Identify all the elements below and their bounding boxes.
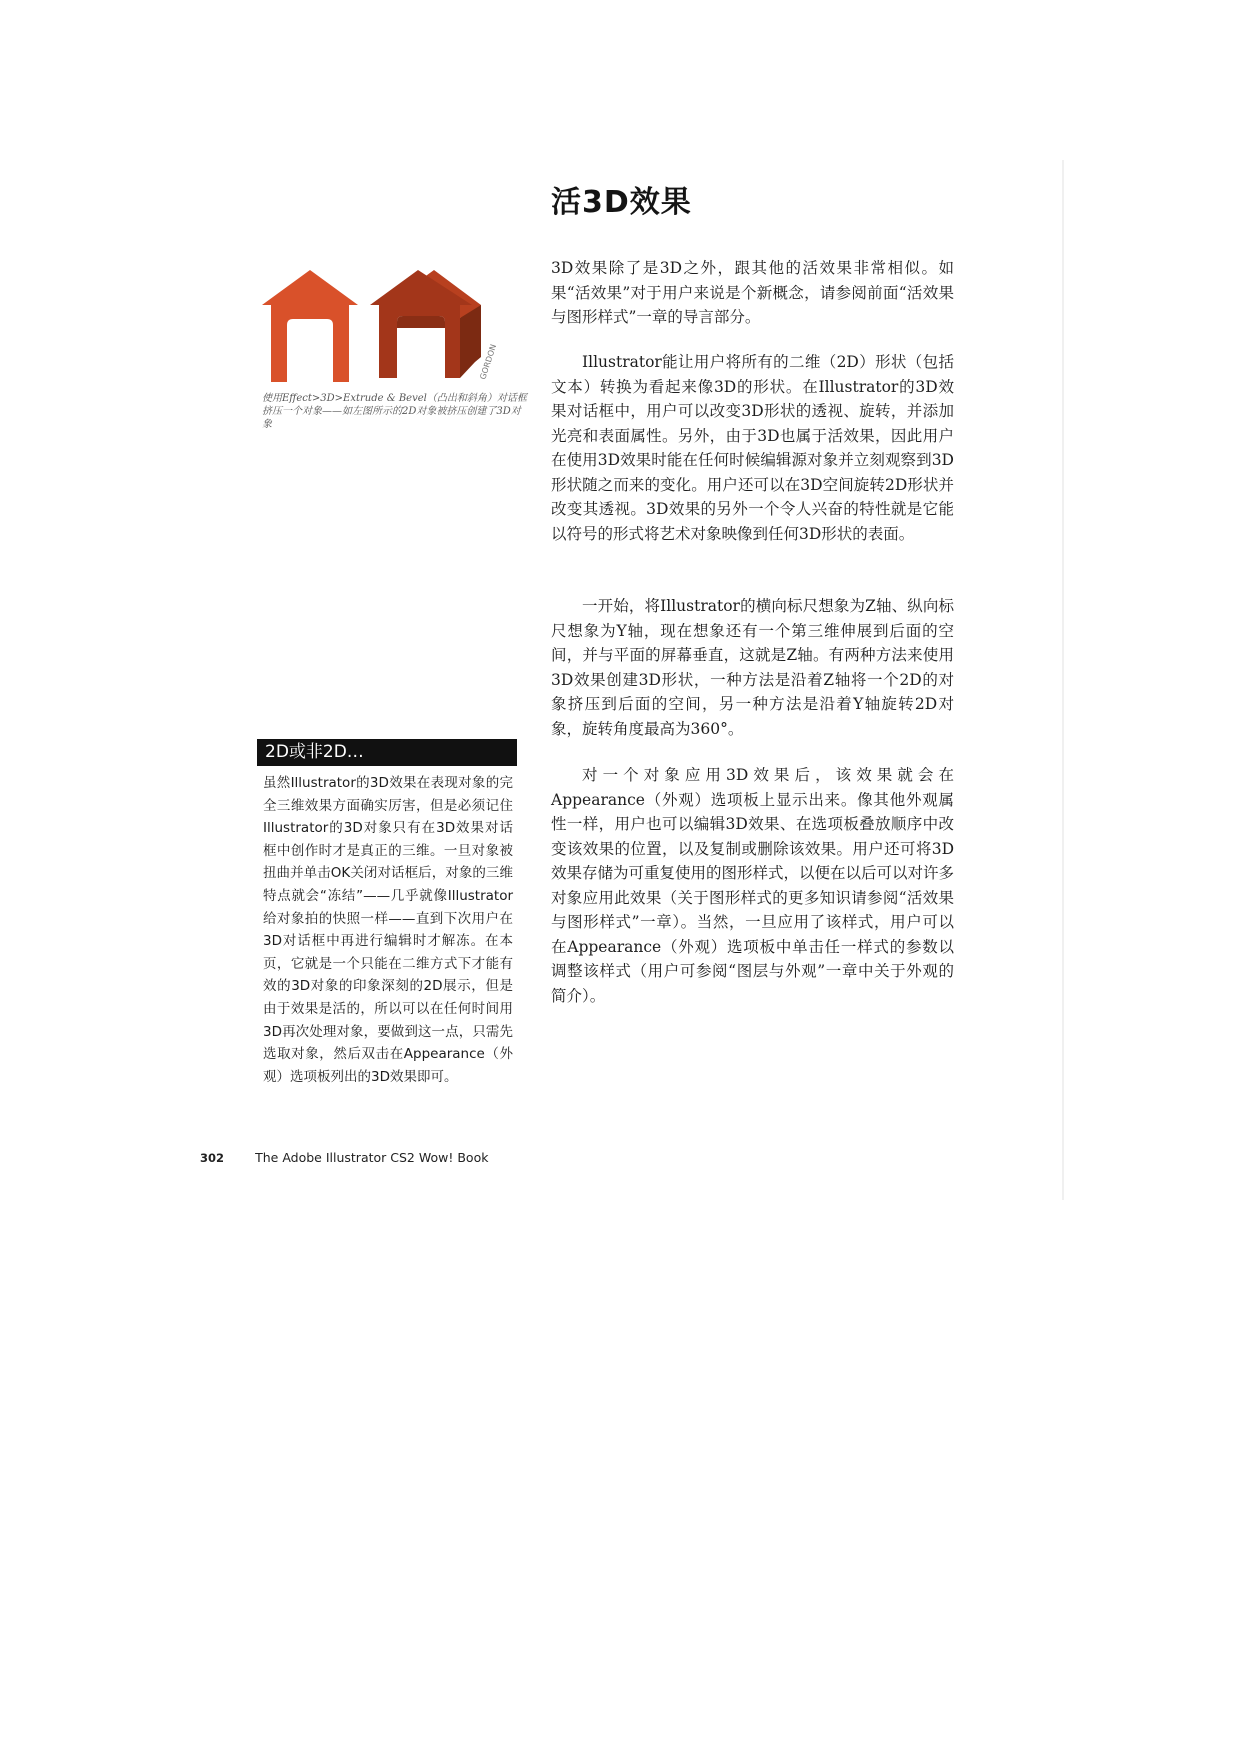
main-body-text-2 [551, 350, 954, 546]
main-body-text-3 [551, 594, 954, 741]
body-paragraph-2: Illustrator能让用户将所有的二维（2D）形状（包括文本）转换为看起来像3D的形状。在Illustrator的3D效果对话框中，用户可以改变3D形状的透视、旋转，并添加光亮和表面属性。另外，由于3D也属于活效果，因此用户在使用3D效果时能在任何时候编辑源对象并立刻观察到3D形状随之而来的变化。用户还可以在3D空间旋转2D形状并改变其透视。3D效果的另外一个令人兴奋的特性就是它能以符号的形式将艺术对象映像到任何3D形状的表面。 [551, 353, 954, 543]
body-paragraph-4: 对一个对象应用3D效果后，该效果就会在Appearance（外观）选项板上显示出来。像其他外观属性一样，用户也可以编辑3D效果、在选项板叠放顺序中改变该效果的位置，以及复制或删除该效果。用户还可将3D效果存储为可重复使用的图形样式，以便在以后可以对许多对象应用此效果（关于图形样式的更多知识请参阅“活效果与图形样式”一章）。当然，一旦应用了该样式，用户可以在Appearance（外观）选项板中单击任一样式的参数以调整该样式（用户可参阅“图层与外观”一章中关于外观的简介）。 [551, 766, 955, 1005]
sidebar-box [257, 739, 517, 1088]
flat-2d-house-icon [262, 270, 358, 382]
gordon-signature: GORDON [478, 343, 499, 381]
extrude-figure [255, 262, 527, 392]
figure-caption: 使用Effect>3D>Extrude & Bevel（凸出和斜角）对话框挤压一个对象——如左图所示的2D对象被挤压创建了3D对象 [262, 393, 527, 430]
extruded-house-inner-wall [397, 316, 445, 328]
sidebar-heading: 2D或非2D… [257, 739, 517, 766]
main-body-text-4 [551, 763, 954, 1008]
body-paragraph-3: 一开始，将Illustrator的横向标尺想象为Z轴、纵向标尺想象为Y轴，现在想象还有一个第三维伸展到后面的空间，并与平面的屏幕垂直，这就是Z轴。有两种方法来使用3D效果创建3D形状，一种方法是沿着Z轴将一个2D的对象挤压到后面的空间，另一种方法是沿着Y轴旋转2D对象，旋转角度最高为360°。 [551, 597, 954, 738]
body-paragraph-1: 3D效果除了是3D之外，跟其他的活效果非常相似。如果“活效果”对于用户来说是个新概念，请参阅前面“活效果与图形样式”一章的导言部分。 [551, 259, 954, 326]
house-extrude-illustration [255, 262, 527, 392]
book-title: The Adobe Illustrator CS2 Wow! Book [255, 1150, 489, 1165]
page-number: 302 [200, 1151, 225, 1165]
page-footer [200, 1147, 488, 1166]
page-title: 活3D效果 [551, 185, 692, 220]
sidebar-body: 虽然Illustrator的3D效果在表现对象的完全三维效果方面确实厉害，但是必须记住Illustrator的3D对象只有在3D效果对话框中创作时才是真正的三维。一旦对象被扭曲并单击OK关闭对话框后，对象的三维特点就会“冻结”——几乎就像Illustrator给对象拍的快照一样——直到下次用户在3D对话框中再进行编辑时才解冻。在本页，它就是一个只能在二维方式下才能有效的3D对象的印象深刻的2D展示，但是由于效果是活的，所以可以在任何时间用3D再次处理对象，要做到这一点，只需先选取对象，然后双击在Appearance（外观）选项板列出的3D效果即可。 [263, 775, 513, 1085]
page-edge-shadow [1062, 160, 1064, 1200]
